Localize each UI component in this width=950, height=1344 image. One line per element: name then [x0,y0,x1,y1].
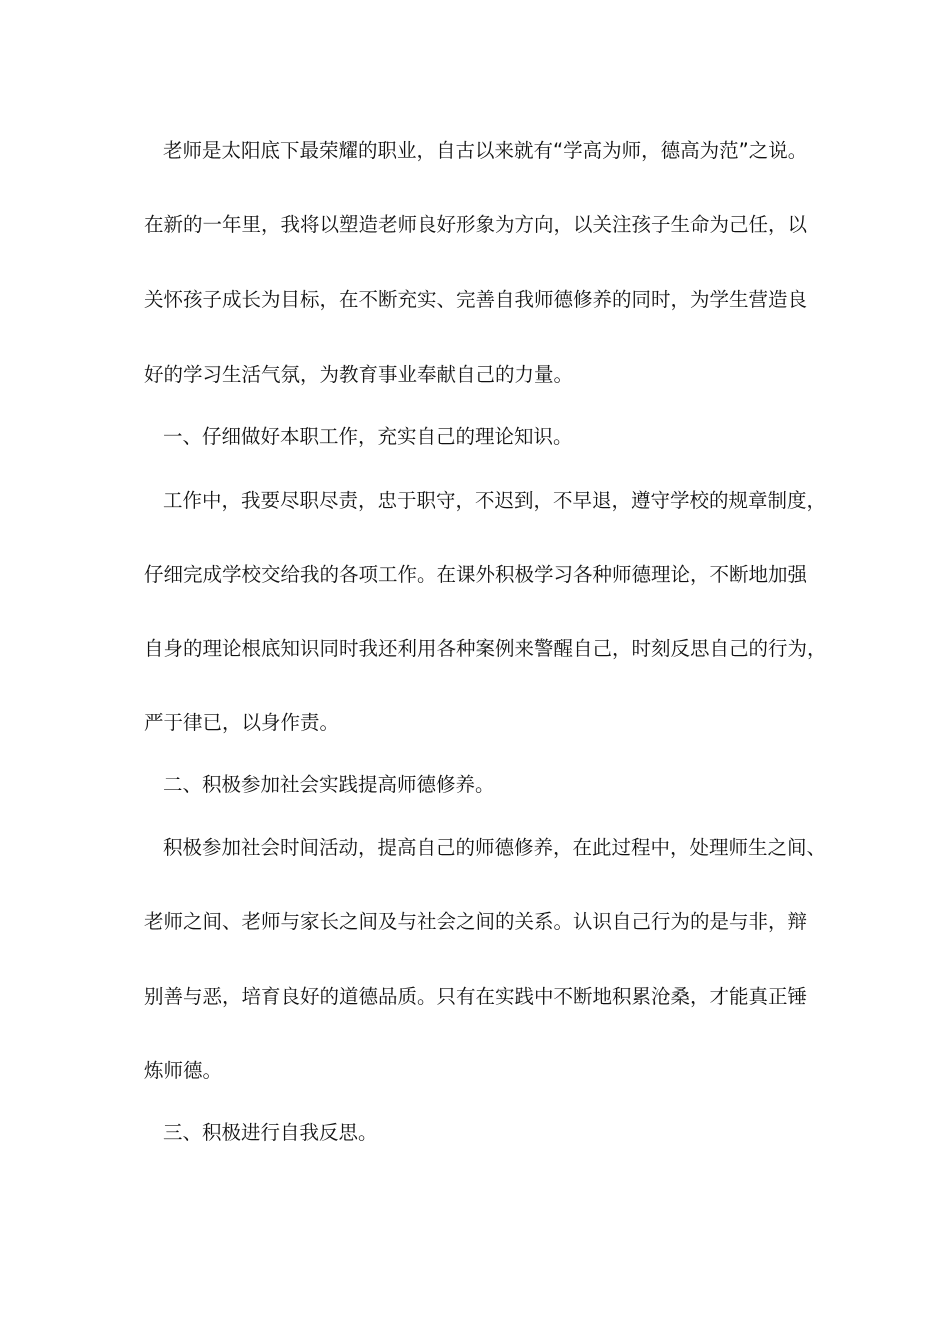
section-heading: 三、积极进行自我反思。 [163,1121,378,1144]
section-heading: 一、仔细做好本职工作，充实自己的理论知识。 [163,425,573,448]
text-line: 自身的理论根底知识同时我还利用各种案例来警醒自己，时刻反思自己的行为， [144,637,827,660]
text-line: 积极参加社会时间活动，提高自己的师德修养，在此过程中，处理师生之间、 [163,836,827,859]
text-line: 工作中，我要尽职尽责，忠于职守，不迟到，不早退，遵守学校的规章制度， [163,489,827,512]
text-line: 关怀孩子成长为目标，在不断充实、完善自我师德修养的同时，为学生营造良 [144,288,808,311]
text-line: 在新的一年里，我将以塑造老师良好形象为方向，以关注孩子生命为己任，以 [144,213,808,236]
text-line: 老师是太阳底下最荣耀的职业，自古以来就有“学高为师，德高为范”之说。 [163,139,808,162]
text-line: 别善与恶，培育良好的道德品质。只有在实践中不断地积累沧桑，才能真正锤 [144,985,808,1008]
text-line: 严于律已，以身作责。 [144,711,340,734]
text-line: 老师之间、老师与家长之间及与社会之间的关系。认识自己行为的是与非，辩 [144,910,808,933]
text-line: 好的学习生活气氛，为教育事业奉献自己的力量。 [144,363,574,386]
section-heading: 二、积极参加社会实践提高师德修养。 [163,773,495,796]
text-line: 仔细完成学校交给我的各项工作。在课外积极学习各种师德理论，不断地加强 [144,563,808,586]
text-line: 炼师德。 [144,1059,223,1082]
